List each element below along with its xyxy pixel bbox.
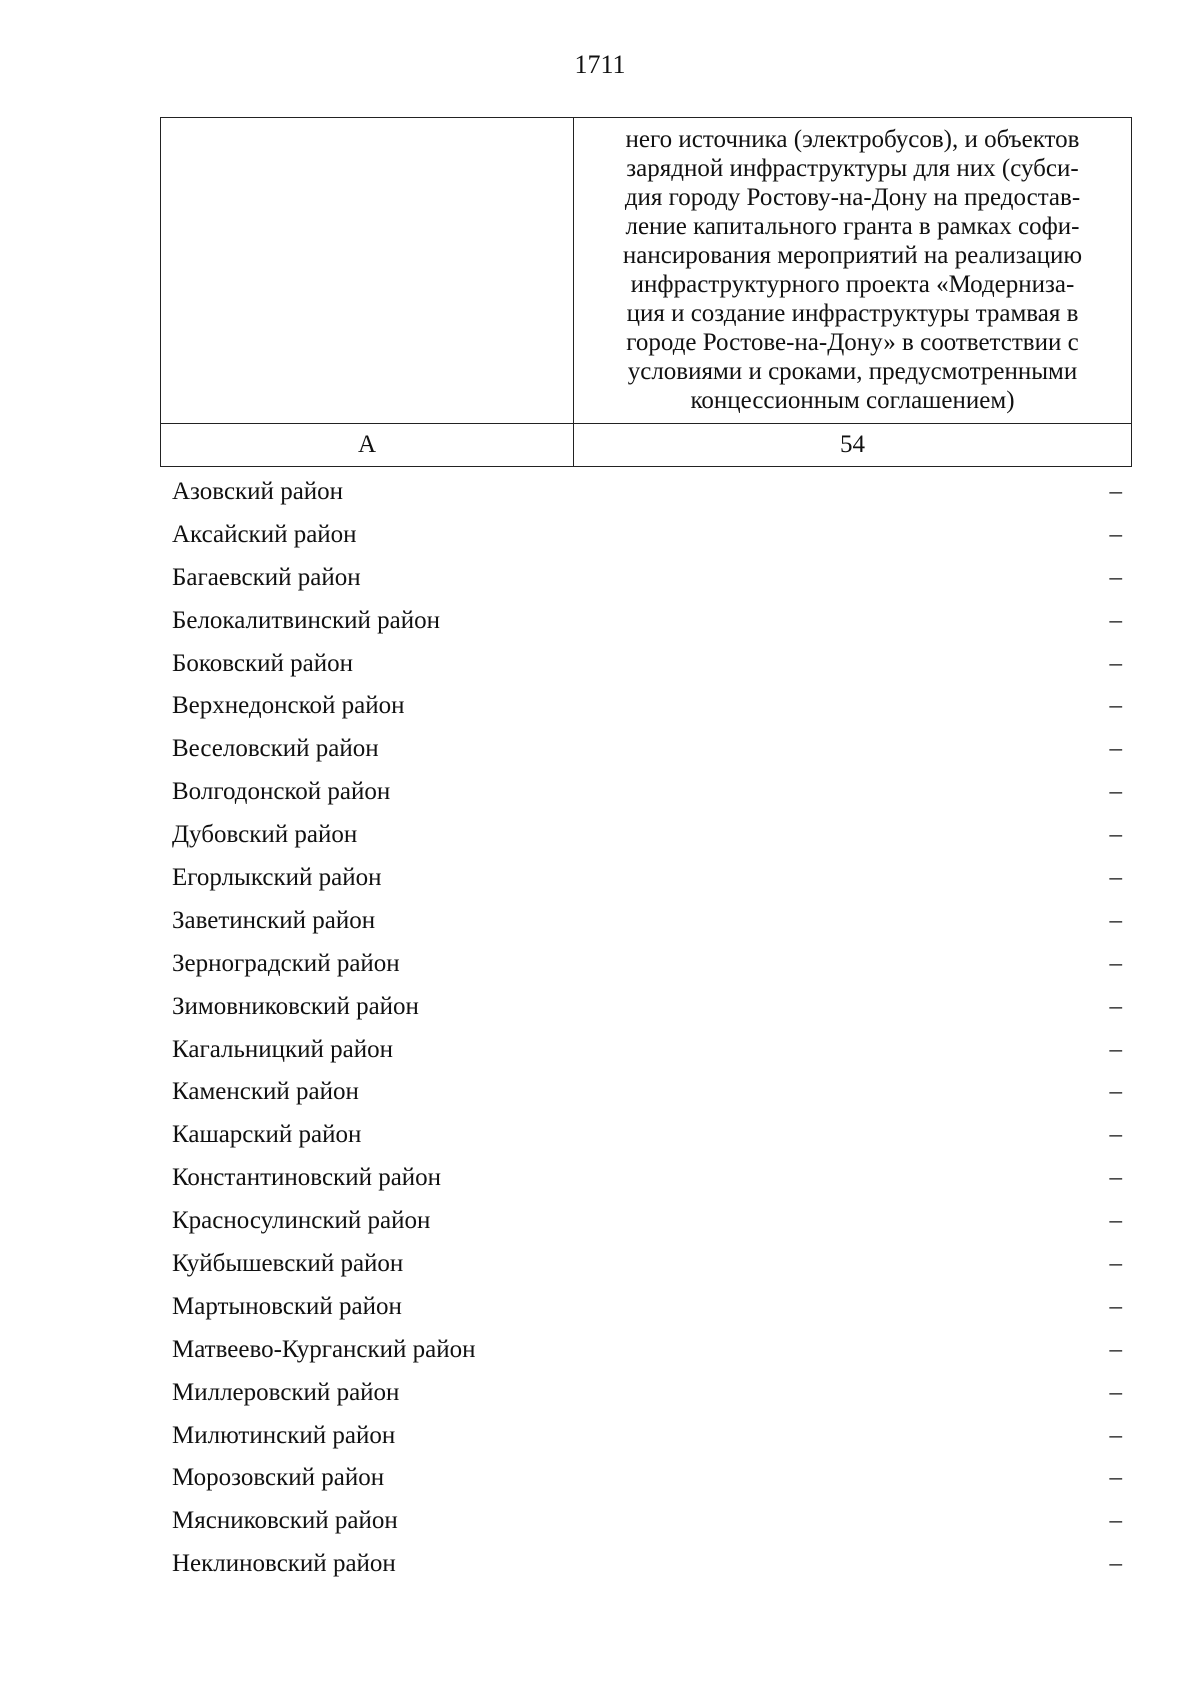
district-value: – xyxy=(1109,906,1122,934)
description-line: инфраструктурного проекта «Модерниза- xyxy=(630,271,1075,298)
district-value: – xyxy=(1109,692,1122,720)
district-name: Матвеево-Курганский район xyxy=(172,1335,476,1363)
district-name: Милютинский район xyxy=(172,1421,396,1449)
description-line: городе Ростове-на-Дону» в соответствии с xyxy=(626,329,1079,356)
table-row xyxy=(160,688,1132,731)
table-row xyxy=(160,517,1132,560)
table-row xyxy=(160,731,1132,774)
district-value: – xyxy=(1109,520,1122,548)
district-value: – xyxy=(1109,649,1122,677)
header-code-row xyxy=(161,424,1132,467)
district-value: – xyxy=(1109,1464,1122,1492)
column-code-a: А xyxy=(161,424,574,467)
district-value: – xyxy=(1109,1078,1122,1106)
table-row xyxy=(160,474,1132,517)
table-row xyxy=(160,989,1132,1032)
table-row xyxy=(160,1117,1132,1160)
district-value: – xyxy=(1109,1292,1122,1320)
table-row xyxy=(160,1246,1132,1289)
district-value: – xyxy=(1109,821,1122,849)
district-name: Волгодонской район xyxy=(172,778,391,806)
district-value: – xyxy=(1109,778,1122,806)
district-name: Константиновский район xyxy=(172,1164,442,1192)
district-name: Зимовниковский район xyxy=(172,992,419,1020)
district-name: Дубовский район xyxy=(172,821,358,849)
header-empty-cell xyxy=(161,118,574,424)
district-name: Заветинский район xyxy=(172,906,376,934)
page-number: 1711 xyxy=(574,50,626,79)
table-row xyxy=(160,1289,1132,1332)
district-name: Кагальницкий район xyxy=(172,1035,394,1063)
description-line: нансирования мероприятий на реализацию xyxy=(622,242,1083,269)
district-value: – xyxy=(1109,949,1122,977)
table-row xyxy=(160,603,1132,646)
district-name: Боковский район xyxy=(172,649,353,677)
district-value: – xyxy=(1109,1507,1122,1535)
district-name: Куйбышевский район xyxy=(172,1250,404,1278)
district-value: – xyxy=(1109,563,1122,591)
district-value: – xyxy=(1109,864,1122,892)
district-list xyxy=(160,474,1132,1589)
description-line: дия городу Ростову-на-Дону на предостав- xyxy=(624,184,1081,211)
table-row xyxy=(160,817,1132,860)
district-name: Кашарский район xyxy=(172,1121,362,1149)
table-row xyxy=(160,1503,1132,1546)
district-name: Миллеровский район xyxy=(172,1378,400,1406)
district-name: Морозовский район xyxy=(172,1464,385,1492)
table-row xyxy=(160,646,1132,689)
table-row xyxy=(160,1332,1132,1375)
district-name: Веселовский район xyxy=(172,735,379,763)
table-row xyxy=(160,1375,1132,1418)
district-name: Багаевский район xyxy=(172,563,361,591)
district-value: – xyxy=(1109,1250,1122,1278)
district-name: Аксайский район xyxy=(172,520,357,548)
district-value: – xyxy=(1109,1121,1122,1149)
header-description-row xyxy=(161,118,1132,424)
description-line: ция и создание инфраструктуры трамвая в xyxy=(626,300,1079,327)
district-value: – xyxy=(1109,478,1122,505)
district-name: Мартыновский район xyxy=(172,1292,402,1320)
district-name: Красносулинский район xyxy=(172,1207,431,1235)
district-name: Азовский район xyxy=(172,478,344,505)
district-name: Егорлыкский район xyxy=(172,864,382,892)
header-description-cell xyxy=(574,118,1132,424)
district-name: Белокалитвинский район xyxy=(172,606,440,634)
table-row xyxy=(160,1546,1132,1589)
table-row xyxy=(160,774,1132,817)
table-row xyxy=(160,1032,1132,1075)
district-name: Неклиновский район xyxy=(172,1550,396,1578)
table-row xyxy=(160,946,1132,989)
district-value: – xyxy=(1109,1164,1122,1192)
district-value: – xyxy=(1109,1421,1122,1449)
table-row xyxy=(160,1160,1132,1203)
district-name: Каменский район xyxy=(172,1078,359,1106)
description-line: условиями и сроками, предусмотренными xyxy=(627,358,1078,385)
table-row xyxy=(160,1418,1132,1461)
district-value: – xyxy=(1109,1378,1122,1406)
header-table xyxy=(160,117,1132,467)
column-code-b: 54 xyxy=(574,424,1132,467)
table-row xyxy=(160,860,1132,903)
district-value: – xyxy=(1109,1207,1122,1235)
district-value: – xyxy=(1109,735,1122,763)
district-value: – xyxy=(1109,1335,1122,1363)
district-value: – xyxy=(1109,1550,1122,1578)
district-name: Верхнедонской район xyxy=(172,692,405,720)
district-name: Зерноградский район xyxy=(172,949,400,977)
district-value: – xyxy=(1109,992,1122,1020)
district-name: Мясниковский район xyxy=(172,1507,398,1535)
description-line: зарядной инфраструктуры для них (субси- xyxy=(626,155,1079,182)
description-line: ление капитального гранта в рамках софи- xyxy=(625,213,1080,240)
table-row xyxy=(160,1074,1132,1117)
table-row xyxy=(160,903,1132,946)
table-row xyxy=(160,560,1132,603)
district-value: – xyxy=(1109,1035,1122,1063)
table-row xyxy=(160,1460,1132,1503)
description-line: концессионным соглашением) xyxy=(690,387,1015,414)
description-line: него источника (электробусов), и объектов xyxy=(625,126,1080,153)
district-value: – xyxy=(1109,606,1122,634)
table-row xyxy=(160,1203,1132,1246)
